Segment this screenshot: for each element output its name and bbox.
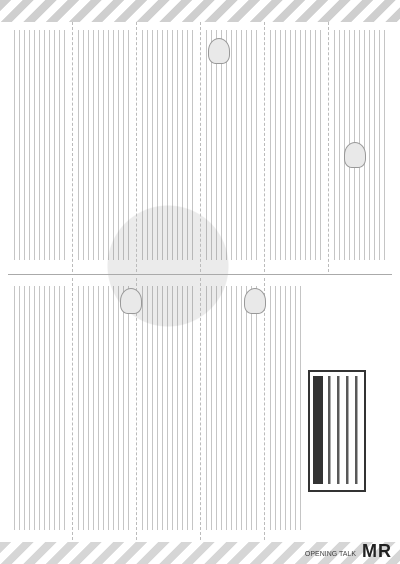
text-block	[206, 286, 258, 530]
column-divider	[200, 278, 201, 540]
column-divider	[328, 22, 329, 272]
text-block	[270, 286, 302, 530]
special-box	[308, 370, 366, 492]
column-divider	[136, 22, 137, 272]
column-divider	[200, 22, 201, 272]
text-block	[270, 30, 322, 260]
top-row	[8, 22, 392, 272]
text-block	[78, 286, 130, 530]
column-divider	[136, 278, 137, 540]
page-body	[8, 22, 392, 542]
text-block	[14, 30, 68, 260]
footer-brand: MR	[362, 541, 392, 561]
footer-small-label: OPENING TALK	[304, 551, 356, 558]
special-box-title-bar	[313, 376, 323, 484]
top-stripe-band	[0, 0, 400, 22]
avatar	[344, 142, 366, 168]
text-block	[14, 286, 68, 530]
special-box-title-lines	[328, 376, 358, 484]
text-block	[78, 30, 130, 260]
text-block	[206, 30, 258, 260]
column-divider	[72, 22, 73, 272]
avatar	[244, 288, 266, 314]
text-block	[142, 286, 194, 530]
text-block	[142, 30, 194, 260]
column-divider	[72, 278, 73, 540]
avatar	[208, 38, 230, 64]
row-divider	[8, 274, 392, 275]
column-divider	[264, 22, 265, 272]
column-divider	[264, 278, 265, 540]
avatar	[120, 288, 142, 314]
